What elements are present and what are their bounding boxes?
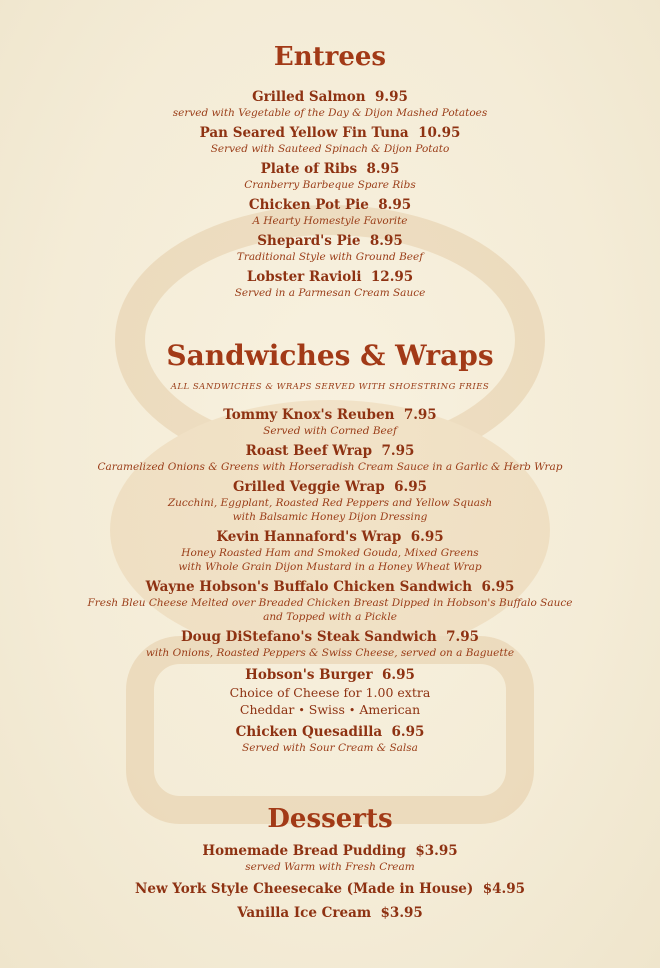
- menu-item: [0, 880, 660, 898]
- menu-item: [0, 196, 660, 228]
- bullet-separator: •: [298, 704, 305, 717]
- menu-item: [0, 628, 660, 660]
- menu-item: [0, 124, 660, 156]
- menu-item: [0, 478, 660, 524]
- item-name: Pan Seared Yellow Fin Tuna: [199, 125, 409, 141]
- cheese-option: Swiss: [308, 702, 345, 717]
- item-description-line2: with Balsamic Honey Dijon Dressing: [232, 511, 428, 523]
- item-price: 7.95: [403, 407, 437, 423]
- item-description: Honey Roasted Ham and Smoked Gouda, Mixed Greens: [181, 547, 479, 559]
- item-description: Zucchini, Eggplant, Roasted Red Peppers and Yellow Squash: [167, 497, 493, 509]
- item-price: 8.95: [378, 197, 412, 213]
- item-price: $3.95: [380, 905, 423, 921]
- bullet-separator: •: [348, 704, 356, 717]
- desserts-list: [0, 842, 660, 922]
- item-price: 7.95: [381, 443, 415, 459]
- sandwiches-title: Sandwiches & Wraps: [166, 339, 494, 372]
- item-price: 12.95: [370, 269, 414, 285]
- item-name: Doug DiStefano's Steak Sandwich: [180, 629, 437, 645]
- item-title: [0, 842, 660, 860]
- item-description: Cranberry Barbeque Spare Ribs: [244, 179, 416, 191]
- item-name: New York Style Cheesecake (Made in House): [135, 881, 474, 897]
- menu-item: [0, 904, 660, 922]
- item-price: 6.95: [481, 579, 515, 595]
- item-title: [0, 232, 660, 250]
- item-description: Served with Sauteed Spinach & Dijon Potato: [210, 143, 450, 155]
- menu-item: [0, 442, 660, 474]
- item-title: [0, 628, 660, 646]
- item-name: Vanilla Ice Cream: [237, 905, 372, 921]
- item-description: Caramelized Onions & Greens with Horseradish Cream Sauce in a Garlic & Herb Wrap: [97, 461, 563, 473]
- item-name: Roast Beef Wrap: [245, 443, 373, 459]
- quesadilla-desc: Served with Sour Cream & Salsa: [242, 742, 418, 754]
- item-name: Homemade Bread Pudding: [202, 843, 406, 859]
- cheese-option: American: [359, 702, 421, 717]
- item-price: 10.95: [418, 125, 461, 141]
- sandwiches-note: ALL SANDWICHES & WRAPS SERVED WITH SHOESTRING FRIES: [170, 382, 490, 392]
- item-description: served Warm with Fresh Cream: [245, 861, 415, 873]
- item-description: Fresh Bleu Cheese Melted over Breaded Chicken Breast Dipped in Hobson's Buffalo Sauce: [87, 597, 573, 609]
- item-description-line2: and Topped with a Pickle: [263, 611, 397, 623]
- burger-name: Hobson's Burger: [245, 667, 373, 683]
- item-description: A Hearty Homestyle Favorite: [252, 215, 408, 227]
- item-title: [0, 478, 660, 496]
- item-title: [0, 196, 660, 214]
- desserts-section: [0, 802, 660, 928]
- item-description-line2: with Whole Grain Dijon Mustard in a Honey Wheat Wrap: [178, 561, 482, 573]
- item-price: 8.95: [369, 233, 403, 249]
- item-description: served with Vegetable of the Day & Dijon Mashed Potatoes: [172, 107, 488, 119]
- burger-cheese-line: Choice of Cheese for 1.00 extra: [229, 685, 431, 700]
- item-name: Kevin Hannaford's Wrap: [216, 529, 402, 545]
- item-title: [0, 442, 660, 460]
- item-description: Traditional Style with Ground Beef: [236, 251, 424, 263]
- item-description: Served with Corned Beef: [263, 425, 397, 437]
- entrees-list: [0, 88, 660, 300]
- sandwiches-section: [0, 336, 660, 755]
- item-title: [0, 124, 660, 142]
- menu-item: [0, 406, 660, 438]
- quesadilla-name: Chicken Quesadilla: [235, 724, 383, 740]
- item-description: Served in a Parmesan Cream Sauce: [234, 287, 426, 299]
- item-title: [0, 904, 660, 922]
- item-price: 9.95: [375, 89, 408, 105]
- item-name: Plate of Ribs: [260, 161, 358, 177]
- item-price: $3.95: [415, 843, 458, 859]
- entrees-title: Entrees: [273, 42, 387, 72]
- item-name: Grilled Salmon: [252, 89, 366, 105]
- burger-item: [0, 666, 660, 719]
- sandwiches-list: [0, 406, 660, 660]
- item-description: with Onions, Roasted Peppers & Swiss Cheese, served on a Baguette: [145, 647, 515, 659]
- item-name: Chicken Pot Pie: [248, 197, 369, 213]
- item-title: [0, 528, 660, 546]
- item-title: [0, 406, 660, 424]
- menu-item: [0, 842, 660, 874]
- cheese-option: Cheddar: [239, 702, 295, 717]
- quesadilla-item: [0, 723, 660, 755]
- menu-item: [0, 232, 660, 264]
- item-title: [0, 160, 660, 178]
- menu-item: [0, 268, 660, 300]
- desserts-title: Desserts: [267, 804, 393, 834]
- item-name: Wayne Hobson's Buffalo Chicken Sandwich: [145, 579, 473, 595]
- item-name: Tommy Knox's Reuben: [223, 407, 395, 423]
- entrees-section: [0, 40, 660, 304]
- burger-cheese-options: [0, 701, 660, 719]
- item-price: $4.95: [482, 881, 525, 897]
- item-title: [0, 268, 660, 286]
- item-title: [0, 578, 660, 596]
- item-title: [0, 880, 660, 898]
- item-price: 7.95: [446, 629, 480, 645]
- menu-item: [0, 88, 660, 120]
- quesadilla-price: 6.95: [391, 724, 425, 740]
- menu-item: [0, 160, 660, 192]
- item-price: 8.95: [366, 161, 400, 177]
- item-name: Lobster Ravioli: [246, 269, 362, 285]
- menu-item: [0, 578, 660, 624]
- item-name: Grilled Veggie Wrap: [232, 479, 385, 495]
- item-price: 6.95: [410, 529, 444, 545]
- menu-item: [0, 528, 660, 574]
- item-title: [0, 88, 660, 106]
- item-name: Shepard's Pie: [257, 233, 361, 249]
- burger-price: 6.95: [382, 667, 415, 683]
- item-price: 6.95: [394, 479, 428, 495]
